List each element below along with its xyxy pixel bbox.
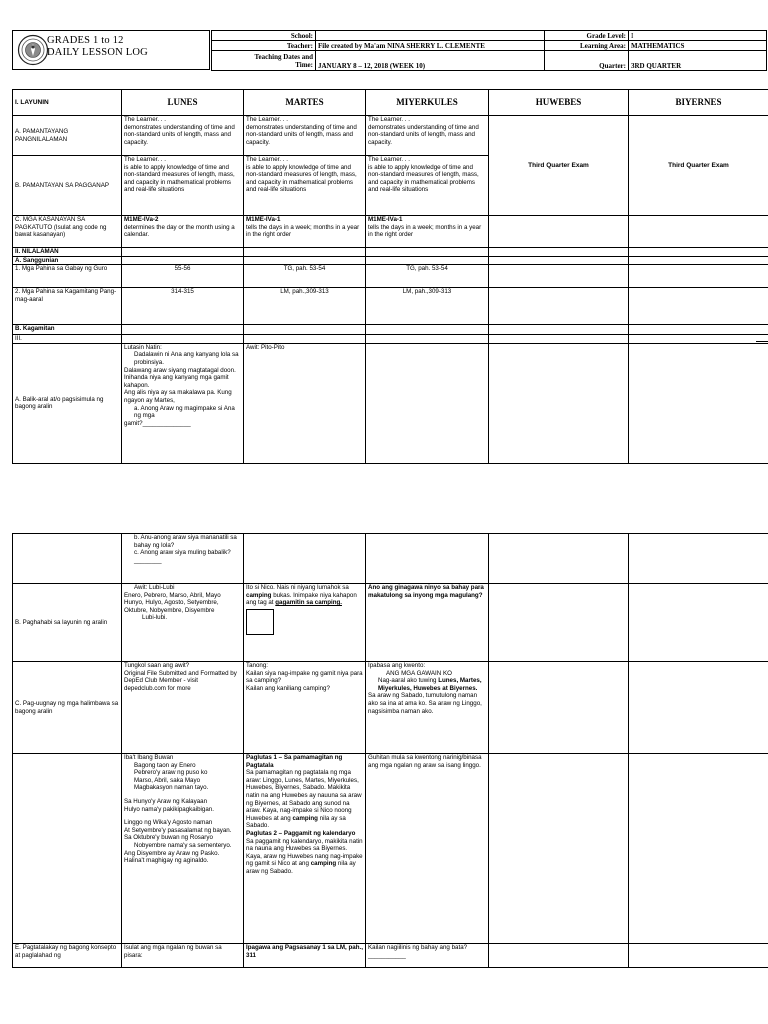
info-table [211, 30, 767, 71]
empty-cell [629, 325, 768, 335]
pagtatalakay-e-martes: Ipagawa ang Pagsasanay 1 sa LM, pah., 311 [244, 944, 366, 968]
competency-code: M1ME-IVa-2 [124, 216, 159, 223]
teacher-value: File created by Ma'am NINA SHERRY L. CLEMENTE [316, 41, 545, 51]
empty-cell [13, 534, 122, 584]
poem-line: Pebrero'y araw ng puso ko [134, 769, 208, 777]
empty-cell [629, 343, 768, 463]
story-line: bukas. Inimpake niya kahapon ang tag at [246, 591, 357, 607]
pamantayang-pangnilalaman-label: A. PAMANTAYANG PANGNILALAMAN [13, 116, 122, 156]
day-header-lunes: LUNES [122, 90, 244, 116]
story-intro: Ipabasa ang kwento: [368, 662, 426, 669]
empty-cell [244, 325, 366, 335]
balik-aral-continuation [122, 534, 244, 584]
pagtatalakay-martes [244, 754, 366, 944]
guro-pages-martes: TG, pah. 53-54 [244, 265, 366, 288]
empty-cell [366, 534, 489, 584]
performance-standard-miyerkules [366, 156, 489, 216]
balik-aral-label: A. Balik-aral at/o pagsisimula ng bagong aralin [13, 343, 122, 463]
content-standard-lunes [122, 116, 244, 156]
table-row [13, 116, 768, 156]
pagtatalakay-label [13, 754, 122, 944]
question-line: Tungkol saan ang awit? [124, 662, 190, 669]
poem-line: Sa Oktubre'y buwan ng Rosaryo [124, 834, 213, 842]
pagtatalakay-e-lunes: Isulat ang mga ngalan ng buwan sa pisara: [122, 944, 244, 968]
competency-text: tells the days in a week; months in a year in the right order [368, 223, 482, 239]
title-daily-lesson-log: DAILY LESSON LOG [47, 47, 148, 58]
nilalaman-label: II. NILALAMAN [13, 248, 122, 257]
competency-huwebes [489, 216, 629, 248]
log-title [47, 35, 148, 59]
day-header-huwebes: HUWEBES [489, 90, 629, 116]
poem-line: Bagong taon ay Enero [134, 761, 196, 769]
teacher-label: Teacher: [212, 41, 316, 51]
empty-cell [629, 662, 768, 754]
table-row [13, 288, 768, 325]
performance-standard-text: is able to apply knowledge of time and non-standard measures of length, mass, and capacity in mathematical problems and real-life situations [124, 163, 235, 194]
poem-line: Nobyembre nama'y sa sementeryo. [134, 841, 232, 849]
learner-text: The Learner. . . [246, 156, 288, 163]
table-row [13, 944, 768, 968]
learning-area-label: Learning Area: [545, 41, 629, 51]
table-row [13, 325, 768, 335]
table-row [13, 662, 768, 754]
solution-text: Sa paggamit ng kalendaryo, makikita natin na nauna ang Huwebes sa Biyernes. Kaya, araw ng Huwebes nang nag-impake ng gamit si Nico at ang [246, 837, 363, 868]
empty-cell [629, 265, 768, 288]
empty-cell [244, 256, 366, 265]
empty-cell [244, 248, 366, 257]
empty-cell [366, 325, 489, 335]
empty-cell [629, 335, 768, 344]
sanggunian-label: A. Sanggunian [13, 256, 122, 265]
empty-cell [629, 584, 768, 662]
school-label: School: [212, 31, 316, 41]
pag-uugnay-miyerkules [366, 662, 489, 754]
empty-cell [122, 248, 244, 257]
empty-cell [629, 534, 768, 584]
song-line: Enero, Pebrero, Marso, Abril, Mayo [124, 591, 221, 599]
story-line: Nag-aaral ako tuwing [378, 677, 437, 685]
teaching-dates-label [212, 51, 316, 71]
content-standard-text: demonstrates understanding of time and non-standard units of length, mass and capacity. [246, 123, 357, 146]
song-line: Oktubre, Nobyembre, Disyembre [124, 606, 215, 614]
table-header-row [13, 90, 768, 116]
story-line: Sa araw ng Sabado, tumutulong naman ako sa ina at ama ko. Sa araw ng Linggo, nagsisimba naman ako. [368, 692, 482, 715]
grade-level-value: I [629, 31, 767, 41]
empty-cell [122, 335, 244, 344]
poem-line: At Setyembre'y pasasalamat ng bayan. [124, 826, 232, 834]
pagtatalakay-lunes [122, 754, 244, 944]
poem-title: Iba't Ibang Buwan [124, 754, 174, 761]
lesson-table-part1 [12, 89, 768, 464]
pag-uugnay-martes [244, 662, 366, 754]
performance-standard-text: is able to apply knowledge of time and non-standard measures of length, mass, and capacity in mathematical problems and real-life situations [246, 163, 357, 194]
kasanayan-label: C. MGA KASANAYAN SA PAGKATUTO (Isulat ang code ng bawat kasanayan) [13, 216, 122, 248]
table-row [13, 335, 768, 344]
title-grades: GRADES 1 to 12 [47, 35, 124, 46]
song-line: Hunyo, Hulyo, Agosto, Setyembre, [124, 599, 219, 607]
question-line: Kailan ang kaniliang camping? [246, 684, 330, 692]
kagamitang-pang-mag-aaral-label: 2. Mga Pahina sa Kagamitang Pang-mag-aaral [13, 288, 122, 325]
empty-cell [629, 288, 768, 325]
empty-cell [489, 584, 629, 662]
quarter-label: Quarter: [545, 51, 629, 71]
empty-cell [489, 343, 629, 463]
poem-line: Magbakasyon naman tayo. [134, 784, 209, 792]
exam-huwebes: Third Quarter Exam [489, 116, 629, 216]
empty-cell [122, 325, 244, 335]
pagtatalakay-e-label: E. Pagtatalakay ng bagong konsepto at paglalahad ng [13, 944, 122, 968]
teaching-dates-label-line2: Time: [295, 60, 313, 69]
poem-line: Marso, Abril, saka Mayo [134, 776, 201, 784]
competency-miyerkules [366, 216, 489, 248]
table-row [13, 265, 768, 288]
problem-question: a. Anong Araw ng magimpake si Ana ng mga [134, 404, 235, 420]
paghahabi-lunes [122, 584, 244, 662]
story-line: Ito si Nico. Nais ni niyang lumahok sa [246, 584, 349, 591]
competency-lunes [122, 216, 244, 248]
picture-box [246, 609, 274, 635]
learner-text: The Learner. . . [124, 116, 166, 123]
lesson-log-header [12, 30, 768, 72]
empty-cell [489, 248, 629, 257]
empty-cell [244, 534, 366, 584]
empty-cell [489, 256, 629, 265]
day-header-miyerkules: MIYERKULES [366, 90, 489, 116]
story-bold: Lunes, Martes, Miyerkules, Huwebes at Biyernes. [378, 677, 482, 692]
guro-pages-miyerkules: TG, pah. 53-54 [366, 265, 489, 288]
source-note: Original File Submitted and Formatted by DepEd Club Member - visit depedclub.com for more [124, 669, 237, 692]
content-standard-martes [244, 116, 366, 156]
empty-cell [366, 256, 489, 265]
lm-pages-miyerkules: LM, pah.,309-313 [366, 288, 489, 325]
empty-cell [244, 335, 366, 344]
pagtatalakay-e-miyerkules: Kailan nagiilinis ng bahay ang bata?___________ [366, 944, 489, 968]
learner-text: The Learner. . . [124, 156, 166, 163]
competency-code: M1ME-IVa-1 [246, 216, 281, 223]
empty-cell [489, 265, 629, 288]
empty-cell [629, 754, 768, 944]
solution-text: nila ay araw ng Sabado. [246, 860, 356, 875]
problem-title: Lutasin Natin: [124, 343, 162, 351]
solution-title: Paglutas 1 – Sa pamamagitan ng Pagtatala [246, 754, 343, 769]
empty-cell [489, 325, 629, 335]
performance-standard-text: is able to apply knowledge of time and non-standard measures of length, mass, and capacity in mathematical problems and real-life situations [368, 163, 479, 194]
empty-cell [489, 335, 629, 344]
table-row [13, 534, 768, 584]
competency-biyernes [629, 216, 768, 248]
balik-aral-lunes [122, 343, 244, 463]
solution-bold: camping [310, 860, 337, 868]
question-line: Kailan siya nag-impake ng gamit niya para sa camping? [246, 669, 363, 685]
problem-question: b. Anu-anong araw siya mananatili sa bahay ng lola? [134, 534, 237, 549]
table-row [13, 248, 768, 257]
empty-cell [489, 662, 629, 754]
day-header-martes: MARTES [244, 90, 366, 116]
performance-standard-martes [244, 156, 366, 216]
problem-line: Dalawang araw siyang magtatagal doon. [124, 366, 236, 374]
pamantayan-sa-pagganap-label: B. PAMANTAYAN SA PAGGANAP [13, 156, 122, 216]
table-row [13, 216, 768, 248]
empty-cell [629, 944, 768, 968]
song-title: Awit: Lubi-Lubi [134, 584, 175, 591]
empty-cell [489, 754, 629, 944]
row-line-extension [756, 341, 768, 342]
competency-martes [244, 216, 366, 248]
title-box [12, 30, 210, 70]
story-title: ANG MGA GAWAIN KO [386, 669, 452, 677]
paghahabi-martes [244, 584, 366, 662]
solution-bold: camping [292, 814, 318, 822]
layunin-header: I. LAYUNIN [13, 90, 122, 116]
learner-text: The Learner. . . [368, 156, 410, 163]
table-row [13, 256, 768, 265]
school-value [316, 31, 545, 41]
balik-aral-martes: Awit: Pito-Pito [244, 343, 366, 463]
problem-answer-blank: gamit?______________ [124, 419, 191, 427]
empty-cell [489, 944, 629, 968]
problem-line: Inihanda niya ang kanyang mga gamit kahapon. [124, 374, 229, 389]
competency-code: M1ME-IVa-1 [368, 216, 403, 223]
poem-line: Linggo ng Wika'y Agosto naman [124, 819, 213, 827]
solution-text: nila ay sa Sabado. [246, 814, 346, 830]
solution-text: Sa pamamagitan ng pagtatala ng mga araw: Linggo, Lunes, Martes, Miyerkules, Huwebes, Biyernes, Sabado. Makikita natin na ang Huwebes ay nauuna sa araw ng Biyernes, at Sabado ang sunod na araw. Kaya, nag-impake si Nico noong Huwebes at ang [246, 769, 362, 822]
day-header-biyernes: BIYERNES [629, 90, 768, 116]
table-row [13, 584, 768, 662]
solution-title: Paglutas 2 – Paggamit ng kalendaryo [246, 829, 356, 837]
pag-uugnay-lunes [122, 662, 244, 754]
poem-line: Halina't maghigay ng aginaldo. [124, 857, 209, 865]
performance-standard-lunes [122, 156, 244, 216]
paghahabi-miyerkules: Ano ang ginagawa ninyo sa bahay para makatulong sa inyong mga magulang? [366, 584, 489, 662]
quarter-value: 3RD QUARTER [629, 51, 767, 71]
grade-level-label: Grade Level: [545, 31, 629, 41]
problem-question: c. Anong araw siya muling babalik?________ [134, 549, 231, 564]
content-standard-text: demonstrates understanding of time and non-standard units of length, mass and capacity. [368, 123, 479, 146]
pag-uugnay-label: C. Pag-uugnay ng mga halimbawa sa bagong aralin [13, 662, 122, 754]
empty-cell [366, 335, 489, 344]
table-row [13, 343, 768, 463]
learner-text: The Learner. . . [368, 116, 410, 123]
teaching-dates-label-line1: Teaching Dates and [254, 52, 313, 61]
empty-cell [489, 288, 629, 325]
lm-pages-martes: LM, pah.,309-313 [244, 288, 366, 325]
learner-text: The Learner. . . [246, 116, 288, 123]
empty-cell [122, 256, 244, 265]
pagtatalakay-miyerkules: Guhitan mula sa kwentong narinig/binasa ang mga ngalan ng araw sa isang linggo. [366, 754, 489, 944]
empty-cell [489, 534, 629, 584]
lm-pages-lunes: 314-315 [122, 288, 244, 325]
lesson-table-part2 [12, 533, 768, 968]
teaching-dates-value: JANUARY 8 – 12, 2018 (WEEK 10) [316, 51, 545, 71]
empty-cell [629, 256, 768, 265]
section-iii-label: III. [13, 335, 122, 344]
guro-pages-lunes: 55-56 [122, 265, 244, 288]
learning-area-value: MATHEMATICS [629, 41, 767, 51]
empty-cell [629, 248, 768, 257]
content-standard-miyerkules [366, 116, 489, 156]
question-title: Tanong: [246, 662, 269, 669]
story-bold: gagamitin sa camping. [275, 599, 342, 607]
problem-line: Dadalawin ni Ana ang kanyang lola sa probinsiya. [134, 351, 239, 366]
kagamitan-label: B. Kagamitan [13, 325, 122, 335]
poem-line: Hulyo nama'y pakikipagkaibigan. [124, 805, 214, 813]
deped-seal-icon [17, 34, 49, 66]
gabay-ng-guro-label: 1. Mga Pahina sa Gabay ng Guro [13, 265, 122, 288]
paghahabi-label: B. Paghahabi sa layunin ng aralin [13, 584, 122, 662]
exam-biyernes: Third Quarter Exam [629, 116, 768, 216]
table-row [13, 754, 768, 944]
poem-line: Sa Hunyo'y Araw ng Kalayaan [124, 797, 208, 805]
poem-line: Ang Disyembre ay Araw ng Pasko. [124, 849, 220, 857]
problem-line: Ang alis niya ay sa makalawa pa. Kung ngayon ay Martes, [124, 389, 232, 404]
content-standard-text: demonstrates understanding of time and non-standard units of length, mass and capacity. [124, 123, 235, 146]
empty-cell [366, 248, 489, 257]
competency-text: determines the day or the month using a calendar. [124, 223, 235, 239]
empty-cell [366, 343, 489, 463]
story-bold: camping [246, 591, 272, 599]
competency-text: tells the days in a week; months in a year in the right order [246, 223, 360, 239]
song-line: Lubi-lubi. [142, 614, 168, 622]
